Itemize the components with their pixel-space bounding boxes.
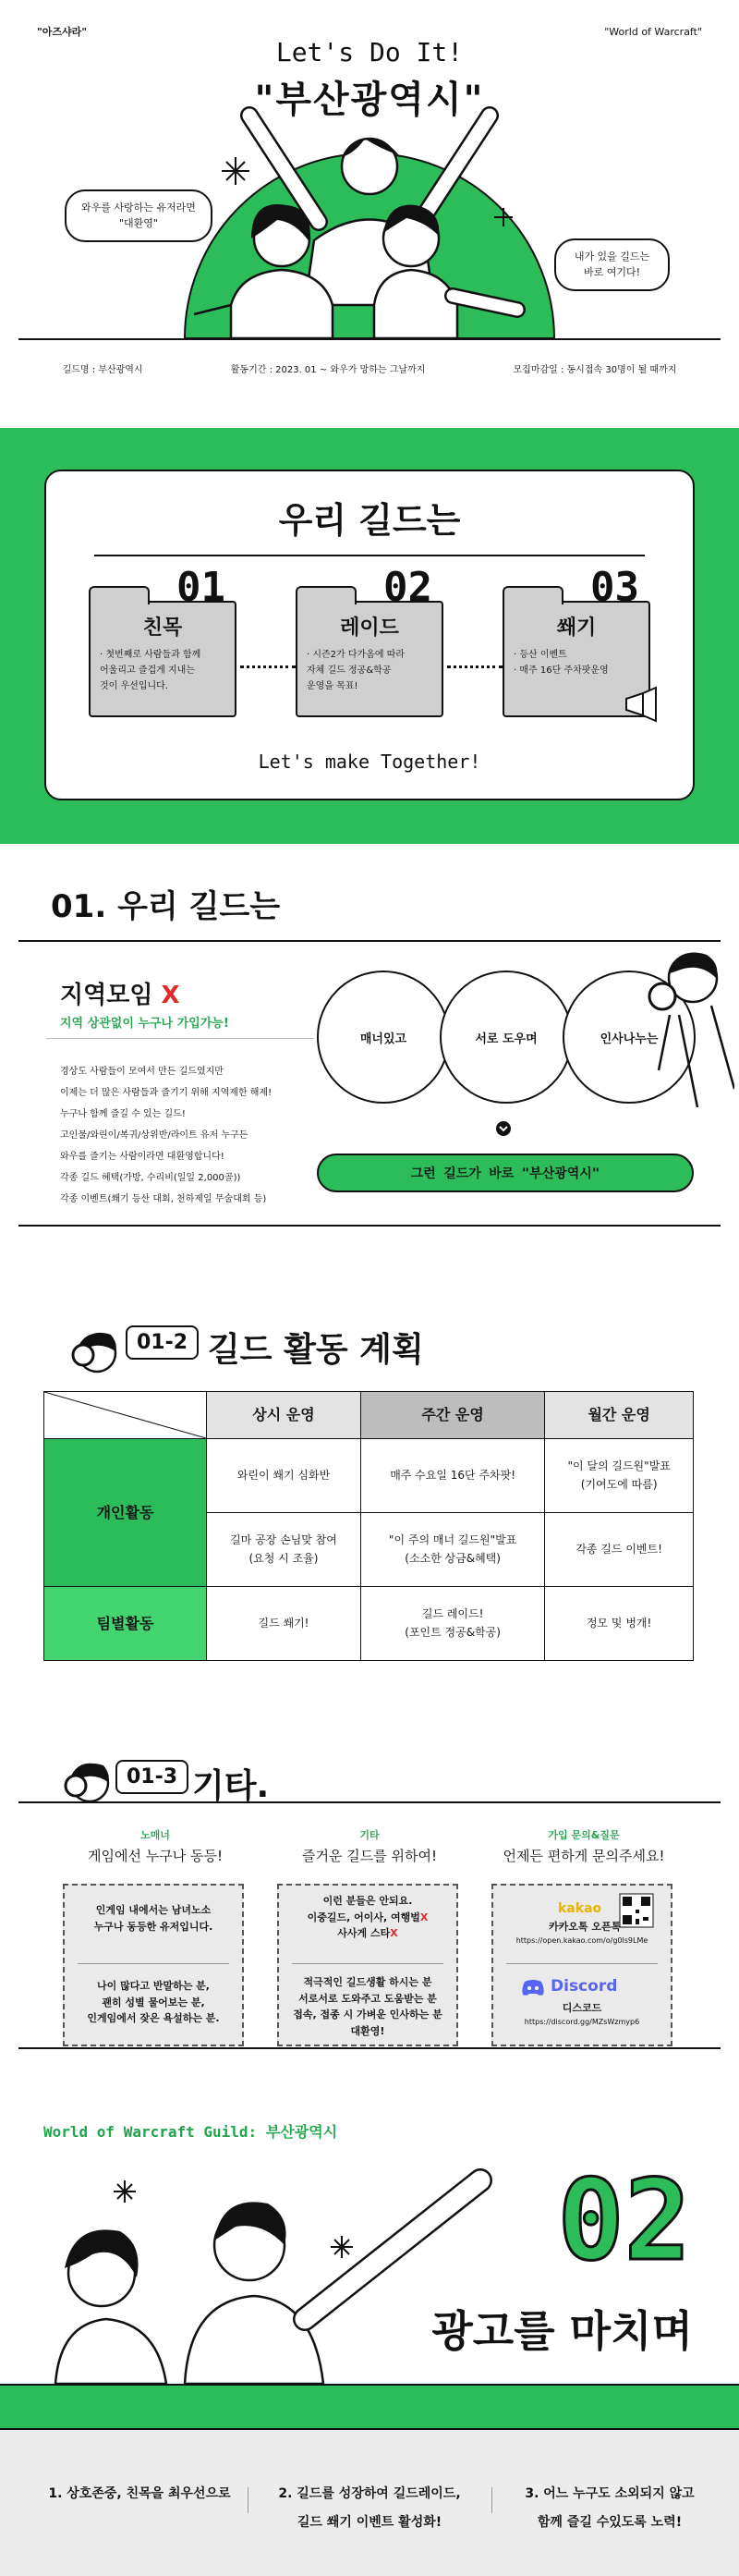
bubble-right-line2: 바로 여기다! (583, 265, 641, 278)
section-01-2 (0, 1275, 739, 1709)
folder-number: 02 (383, 564, 432, 611)
section-tag: 01-3 (115, 1760, 188, 1794)
bubble-right-line1: 내가 있을 길드는 (574, 250, 650, 262)
table-row (44, 1439, 694, 1513)
activity-period: 활동기간 : 2023. 01 ~ 와우가 망하는 그날까지 (230, 364, 426, 375)
region-heading (60, 976, 180, 1010)
discord-wordmark: Discord (551, 1977, 618, 1996)
box-line: 누구나 동등한 유저입니다. (93, 1920, 213, 1933)
box-divider (292, 1963, 443, 1964)
dotted-connector (240, 665, 296, 668)
summary-section (0, 2384, 739, 2576)
cell-line: 길마 공장 손님맞 참여 (230, 1533, 337, 1547)
value-circle-3: 인사나누는 (563, 971, 696, 1104)
x-mark-icon: X (161, 982, 180, 1009)
bubble-left-line2: "대환영" (119, 216, 158, 229)
table-cell (545, 1439, 694, 1513)
cell-line: (포인트 정공&학공) (405, 1625, 501, 1639)
cell-line: "이 주의 매너 길드원"발표 (388, 1533, 517, 1547)
folder-tab (89, 586, 150, 604)
box-line: 서로서로 도와주고 도움받는 분 (298, 1992, 437, 2005)
magnifier-person-icon (65, 1316, 129, 1381)
section-01 (0, 844, 739, 1275)
folder-desc (100, 647, 225, 694)
column-header: 상시 운영 (207, 1392, 361, 1439)
region-subtitle: 지역 상관없이 누구나 가입가능! (60, 1017, 229, 1031)
etc-column-manner (63, 1827, 248, 2046)
table-cell: 각종 길드 이벤트! (545, 1513, 694, 1587)
section-01-3-heading: 기타. (192, 1767, 270, 1805)
region-divider (46, 1038, 314, 1039)
summary-line: 3. 어느 누구도 소외되지 않고 (525, 2486, 695, 2501)
box-bottom-text (286, 1974, 449, 2039)
table-cell (360, 1513, 544, 1587)
summary-line: 길드 쐐기 이벤트 활성화! (297, 2514, 442, 2530)
folder-desc-line: 자체 길드 정공&학공 (307, 665, 392, 676)
table-cell (360, 1587, 544, 1661)
section-divider (18, 2047, 721, 2049)
summary-item-2 (254, 2480, 485, 2537)
column-title: 즐거운 길드를 위하여! (302, 1848, 437, 1864)
body-line: 와우를 즐기는 사람이라면 대환영합니다! (60, 1152, 224, 1162)
table-cell: 와린이 쐐기 심화반 (207, 1439, 361, 1513)
box-line-text: 사사게 스타 (337, 1927, 391, 1940)
cell-line: "이 달의 길드원"발표 (567, 1459, 671, 1473)
box-line: 이런 분들은 안되요. (322, 1895, 413, 1907)
hero-title: "부산광역시" (254, 79, 485, 121)
closing-guild-label: World of Warcraft Guild: 부산광역시 (43, 2123, 338, 2141)
box-divider (506, 1963, 658, 1964)
speech-bubble-right (554, 238, 670, 291)
summary-line: 1. 상호존중, 친목을 최우선으로 (48, 2486, 231, 2501)
cell-line: (요청 시 조율) (248, 1551, 319, 1565)
table-header-row (44, 1392, 694, 1439)
wow-label: "World of Warcraft" (604, 26, 702, 38)
folder-card-3 (503, 564, 650, 717)
column-title: 게임에선 누구나 동등! (88, 1848, 223, 1864)
box-line: 괜히 성별 물어보는 분, (102, 1996, 205, 2008)
summary-item-3 (494, 2480, 725, 2537)
region-label: 지역모임 (60, 982, 153, 1009)
box-line: 대환영! (350, 2024, 385, 2037)
folder-desc (514, 647, 639, 678)
folder-desc-line: · 시즌2가 다가옴에 따라 (307, 650, 406, 660)
cell-line: (기여도에 따름) (580, 1477, 658, 1491)
speech-bubble-left (65, 189, 212, 242)
box-divider (78, 1963, 229, 1964)
column-title: 언제든 편하게 문의주세요! (503, 1848, 665, 1864)
discord-logo (521, 1974, 617, 1999)
guild-slogan-pill: 그런 길드가 바로 "부산광역시" (317, 1154, 694, 1192)
section-01-heading: 01. 우리 길드는 (51, 888, 281, 925)
column-keyword: 기타 (359, 1829, 380, 1841)
table-cell: 정모 및 벙개! (545, 1587, 694, 1661)
together-text: Let's make Together! (258, 751, 481, 773)
section-divider (18, 940, 721, 942)
folder-card-1 (89, 564, 236, 717)
intro-heading: 우리 길드는 (278, 500, 461, 541)
folder-card-2 (296, 564, 443, 717)
section-number: 02 (557, 2157, 691, 2286)
kakao-link[interactable]: https://open.kakao.com/o/g0ls9LMe (515, 1936, 648, 1945)
diagonal-line (44, 1392, 206, 1438)
section-01-3 (0, 1709, 739, 2079)
value-circle-1: 매너있고 (317, 971, 450, 1104)
dashed-box (63, 1884, 244, 2046)
value-circle-2: 서로 도우며 (440, 971, 573, 1104)
closing-heading: 광고를 마치며 (431, 2306, 693, 2356)
section-02 (0, 2079, 739, 2384)
box-top-text (72, 1902, 235, 1935)
folder-title: 친목 (142, 617, 183, 640)
folder-desc-line: 것이 우선입니다. (100, 681, 168, 691)
chevron-down-icon (494, 1119, 513, 1138)
detective-illustration (642, 932, 734, 1117)
body-line: 고인물/와린이/복귀/상위반/라이트 유저 누구든 (60, 1130, 248, 1141)
folder-number: 03 (590, 564, 639, 611)
magnifier-person-icon (57, 1751, 122, 1806)
hero-section (0, 0, 739, 428)
folder-tab (296, 586, 357, 604)
activity-plan-table (43, 1391, 694, 1661)
box-line: 인게임 내에서는 남녀노소 (95, 1904, 212, 1916)
discord-link[interactable]: https://discord.gg/MZsWzmyp6 (524, 2018, 640, 2026)
folder-desc-line: · 첫번째로 사람들과 함께 (100, 650, 201, 660)
row-label-team: 팀별활동 (44, 1587, 207, 1661)
body-line: 이제는 더 많은 사람들과 즐기기 위해 지역제한 해제! (60, 1088, 273, 1098)
brand-label: "아즈샤라" (37, 26, 87, 38)
column-header: 월간 운영 (545, 1392, 694, 1439)
x-mark-icon: X (419, 1911, 429, 1923)
folder-desc-line: · 매주 16단 주차팟운영 (514, 665, 609, 676)
region-body (60, 1061, 272, 1210)
box-line-text: 이중길드, 어이사, 여행벌 (307, 1911, 420, 1923)
kakao-logo: kakao (558, 1901, 602, 1916)
row-label-personal: 개인활동 (44, 1439, 207, 1587)
etc-column-contact (491, 1827, 676, 2046)
summary-divider (491, 2487, 492, 2513)
folder-number: 01 (176, 564, 225, 611)
summary-item-1 (24, 2480, 255, 2509)
folder-desc-line: · 등산 이벤트 (514, 650, 567, 660)
folder-desc-line: 어울리고 즐겁게 지내는 (100, 665, 195, 676)
intro-divider (94, 555, 645, 556)
table-cell (207, 1513, 361, 1587)
hero-info-bar (18, 338, 721, 375)
folder-desc-line: 운영을 목표! (307, 681, 358, 691)
body-line: 각종 이벤트(쐐기 등산 대회, 천하제일 무술대회 등) (60, 1194, 267, 1204)
section-01-2-heading: 길드 활동 계획 (208, 1331, 424, 1369)
table-corner-cell (44, 1392, 207, 1439)
discord-label: 디스코드 (562, 2002, 602, 2014)
table-row (44, 1587, 694, 1661)
folder-desc (307, 647, 432, 694)
box-bottom-text (72, 1978, 235, 2027)
green-band (0, 2384, 739, 2428)
body-line: 누구나 함께 즐길 수 있는 길드! (60, 1109, 186, 1119)
section-divider (18, 1801, 721, 1803)
column-header: 주간 운영 (360, 1392, 544, 1439)
kakao-label: 카카오톡 오픈톡 (549, 1921, 622, 1933)
box-line (286, 1925, 449, 1942)
summary-line: 2. 길드를 성장하여 길드레이드, (278, 2486, 461, 2501)
intro-section (0, 428, 739, 844)
table-cell: 길드 쐐기! (207, 1587, 361, 1661)
box-line: 인게임에서 잦은 욕설하는 분. (87, 2012, 220, 2025)
box-line: 적극적인 길드생활 하시는 분 (303, 1976, 432, 1988)
box-top-text (286, 1893, 449, 1942)
guild-name: 길드명 : 부산광역시 (62, 364, 143, 375)
folder-title: 쐐기 (556, 617, 597, 640)
column-keyword: 노매너 (140, 1829, 170, 1841)
box-line: 접속, 접종 시 가벼운 인사하는 분 (293, 2008, 442, 2021)
dashed-box (277, 1884, 458, 2046)
table-cell: 매주 수요일 16단 주차팟! (360, 1439, 544, 1513)
folder-title: 레이드 (340, 617, 399, 640)
intro-card (44, 470, 695, 800)
body-line: 경상도 사람들이 모여서 만든 길드였지만 (60, 1067, 224, 1077)
cell-line: (소소한 상금&혜택) (405, 1551, 501, 1565)
megaphone-icon (623, 686, 663, 723)
box-line (286, 1910, 449, 1926)
body-line: 각종 길드 혜택(가방, 수리비(일일 2,000골)) (60, 1173, 241, 1183)
recruit-deadline: 모집마감일 : 동시접속 30명이 될 때까지 (513, 364, 677, 375)
cell-line: 길드 레이드! (421, 1607, 484, 1621)
qr-code-icon[interactable] (619, 1893, 654, 1928)
x-mark-icon: X (390, 1927, 398, 1940)
section-tag: 01-2 (126, 1325, 199, 1360)
section-divider (18, 1225, 721, 1227)
box-line: 나이 많다고 반말하는 분, (97, 1980, 210, 1992)
bubble-left-line1: 와우를 사랑하는 유저라면 (81, 201, 196, 214)
lets-do-it: Let's Do It! (275, 37, 464, 67)
dotted-connector (447, 665, 503, 668)
dashed-box (491, 1884, 672, 2046)
folder-tab (503, 586, 563, 604)
column-keyword: 가입 문의&질문 (548, 1829, 620, 1841)
etc-column-misc (277, 1827, 462, 2046)
summary-line: 함께 즐길 수있도록 노력! (537, 2514, 683, 2530)
discord-icon (521, 1978, 545, 1996)
